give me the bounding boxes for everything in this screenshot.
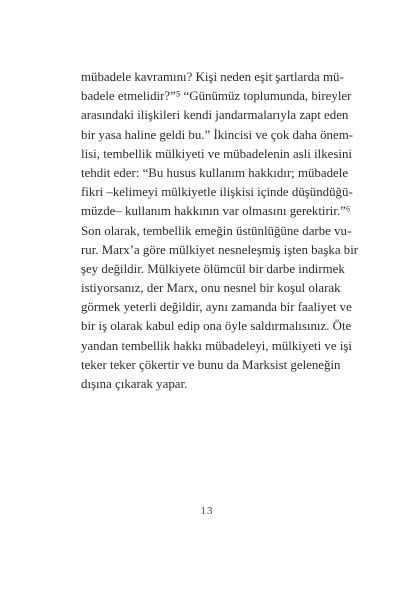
text-line: istiyorsanız, der Marx, onu nesnel bir koşul olarak <box>81 281 341 296</box>
text-line: tehdit eder: “Bu husus kullanım hakkıdır; mübadele <box>81 165 349 180</box>
text-line: yandan tembellik hakkı mübadeleyi, mülkiyeti ve işi <box>81 338 352 353</box>
page-number: 13 <box>200 505 214 517</box>
text-line: şey değildir. Mülkiyete ölümcül bir darbe indirmek <box>81 261 345 276</box>
body-text <box>81 68 359 394</box>
text-line: müzde– kullanım hakkının var olmasını gerektirir.”⁶ <box>81 204 351 219</box>
text-line: bir iş olarak kabul edip ona öyle saldırmalısınız. Öte <box>81 319 352 334</box>
text-line: görmek yeterli değildir, aynı zamanda bir faaliyet ve <box>81 300 352 315</box>
text-line: dışına çıkarak yapar. <box>81 377 188 391</box>
text-line: badele etmelidir?”⁵ “Günümüz toplumunda, bireyler <box>81 89 352 104</box>
text-line: mübadele kavramını? Kişi neden eşit şartlarda mü- <box>81 70 344 84</box>
text-line: lisi, tembellik mülkiyeti ve mübadelenin asli ilkesini <box>81 146 353 161</box>
text-line: teker teker çökertir ve bunu da Marksist geleneğin <box>81 357 341 372</box>
text-line: fikri –kelimeyi mülkiyetle ilişkisi içinde düşündüğü- <box>81 185 353 200</box>
text-line: bir yasa haline geldi bu.” İkincisi ve çok daha önem- <box>81 127 354 142</box>
text-line: Son olarak, tembellik emeğin üstünlüğüne darbe vu- <box>81 223 352 238</box>
text-line: rur. Marx’a göre mülkiyet nesneleşmiş işten başka bir <box>81 242 359 257</box>
text-line: arasındaki ilişkileri kendi jandarmalarıyla zapt eden <box>81 108 349 123</box>
